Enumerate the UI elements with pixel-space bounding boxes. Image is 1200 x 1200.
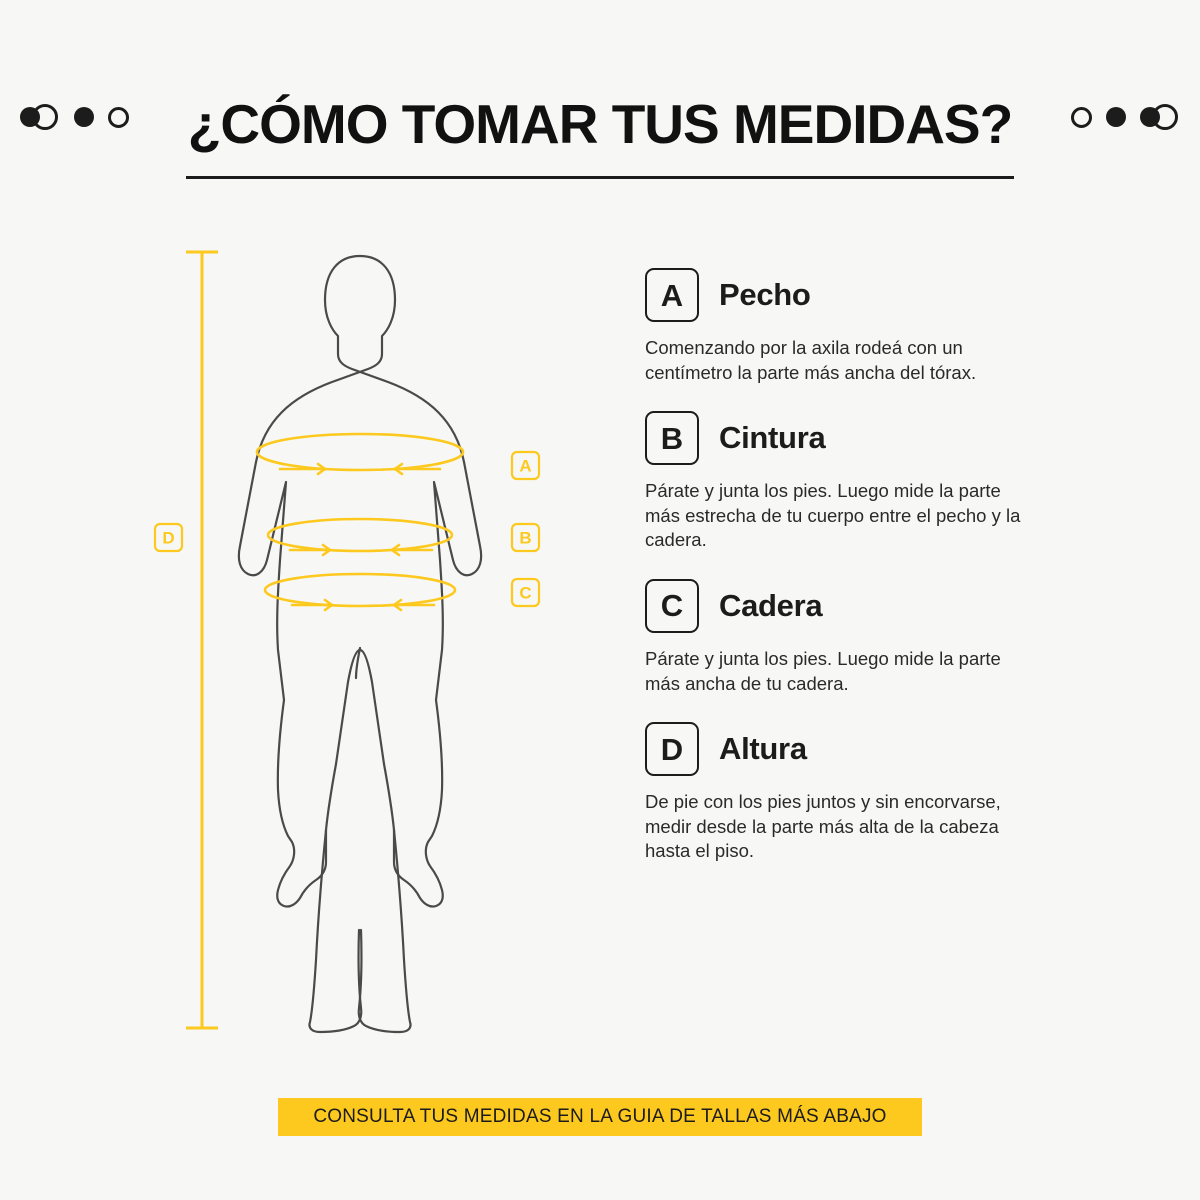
measurement-description: Párate y junta los pies. Luego mide la parte más estrecha de tu cuerpo entre el pecho y la cadera. bbox=[645, 480, 1021, 551]
marker-chip-B bbox=[512, 524, 539, 551]
measurement-list bbox=[645, 268, 1045, 890]
page-header bbox=[0, 80, 1200, 190]
size-guide-banner[interactable]: CONSULTA TUS MEDIDAS EN LA GUIA DE TALLAS MÁS ABAJO bbox=[278, 1098, 922, 1136]
svg-text:A: A bbox=[519, 456, 532, 476]
badge-letter-b: B bbox=[645, 411, 699, 465]
body-measurement-diagram bbox=[120, 230, 590, 1050]
dot-icon bbox=[1106, 107, 1126, 127]
marker-chip-A bbox=[512, 452, 539, 479]
marker-chip-C bbox=[512, 579, 539, 606]
badge-letter-a: A bbox=[645, 268, 699, 322]
measurement-item-cintura bbox=[645, 411, 1045, 553]
overlap-circles-icon bbox=[1140, 104, 1180, 130]
svg-text:C: C bbox=[519, 583, 532, 603]
measurement-description: De pie con los pies juntos y sin encorvarse, medir desde la parte más alta de la cabeza hasta el piso. bbox=[645, 791, 1001, 862]
measurement-description: Comenzando por la axila rodeá con un centímetro la parte más ancha del tórax. bbox=[645, 337, 977, 383]
marker-chip-D bbox=[155, 524, 182, 551]
svg-text:B: B bbox=[519, 528, 532, 548]
ring-icon bbox=[1071, 107, 1092, 128]
measurement-item-pecho bbox=[645, 268, 1045, 385]
measurement-title: Pecho bbox=[719, 277, 811, 312]
header-decoration-right bbox=[1071, 104, 1180, 130]
measurement-title: Cadera bbox=[719, 587, 823, 623]
badge-letter-c: C bbox=[645, 579, 699, 633]
measurement-header bbox=[645, 722, 1045, 776]
title-underline bbox=[186, 176, 1014, 179]
measurement-header bbox=[645, 268, 1045, 322]
page-title: ¿CÓMO TOMAR TUS MEDIDAS? bbox=[187, 93, 1013, 155]
measurement-item-altura bbox=[645, 722, 1045, 864]
measurement-description: Párate y junta los pies. Luego mide la parte más ancha de tu cadera. bbox=[645, 647, 1001, 694]
measurement-title: Cintura bbox=[719, 420, 826, 456]
height-indicator bbox=[186, 252, 218, 1028]
measurement-title: Altura bbox=[719, 731, 807, 767]
badge-letter-d: D bbox=[645, 722, 699, 776]
measurement-header bbox=[645, 411, 1045, 465]
measurement-header bbox=[645, 579, 1045, 633]
svg-text:D: D bbox=[162, 528, 175, 548]
measurement-item-cadera bbox=[645, 579, 1045, 696]
